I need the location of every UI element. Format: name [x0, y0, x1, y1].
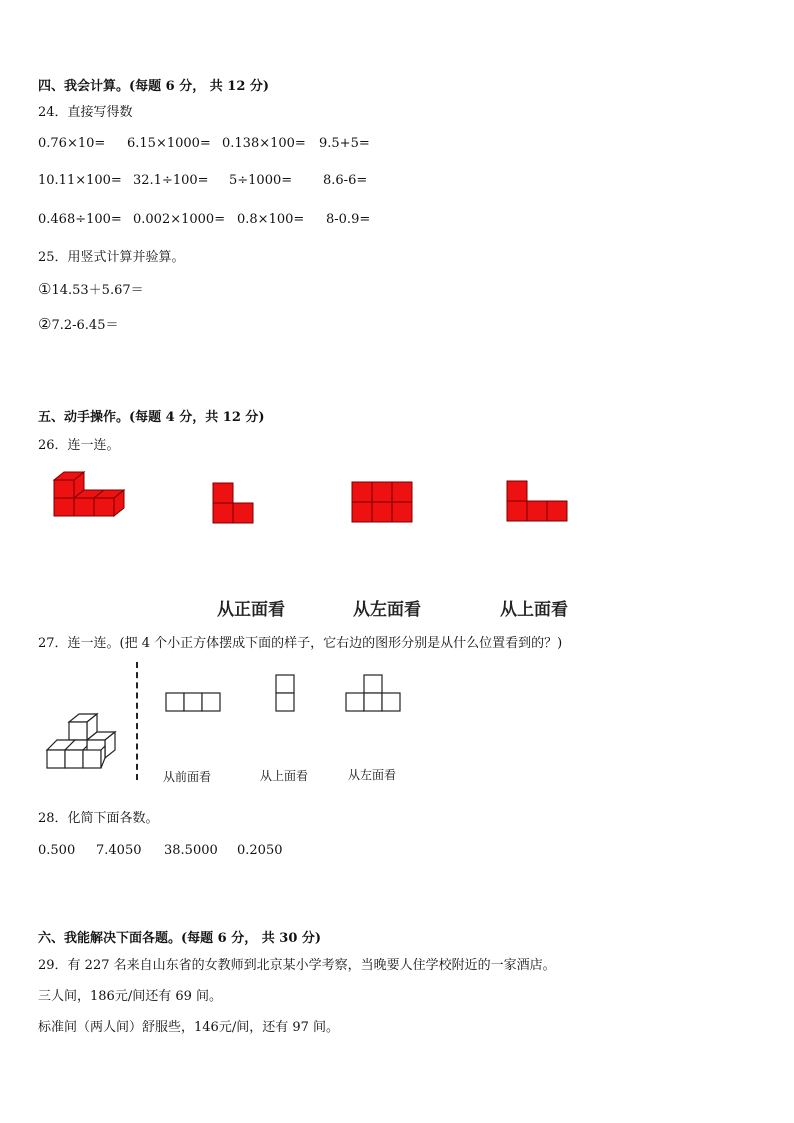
q26-shape-l-small	[212, 482, 262, 532]
view-label-front: 从正面看	[217, 600, 285, 620]
q29-line: 标准间（两人间）舒服些，146元/间，还有 97 间。	[38, 1020, 339, 1035]
calc-item: 5÷1000=	[229, 173, 293, 188]
q27-label: 27．连一连。(把 4 个小正方体摆成下面的样子，它右边的图形分别是从什么位置看到的？)	[38, 636, 563, 651]
section-6-title: 六、我能解决下面各题。(每题 6 分， 共 30 分)	[38, 931, 322, 946]
circled-number-2: ②	[38, 315, 52, 333]
calc-item: 8-0.9=	[326, 212, 371, 227]
calc-item: 0.76×10=	[38, 136, 106, 151]
q27-view-label-left: 从左面看	[348, 768, 397, 782]
q29-line: 三人间，186元/间还有 69 间。	[38, 989, 222, 1004]
q25-item-1: ①14.53＋5.67＝	[38, 280, 144, 298]
q26-label: 26．连一连。	[38, 438, 120, 453]
view-label-top: 从上面看	[500, 600, 568, 620]
q27-view-label-front: 从前面看	[163, 770, 212, 784]
circled-number-1: ①	[38, 280, 52, 298]
divider-dashed-line	[136, 662, 138, 780]
q27-view-three-row	[165, 692, 225, 714]
view-label-left: 从左面看	[353, 600, 421, 620]
calc-item: 9.5+5=	[319, 136, 370, 151]
calc-item: 10.11×100=	[38, 173, 122, 188]
q24-label: 24．直接写得数	[38, 105, 133, 120]
calc-item: 0.138×100=	[222, 136, 306, 151]
q28-number: 0.500	[38, 843, 76, 858]
section-5-title: 五、动手操作。(每题 4 分，共 12 分)	[38, 410, 265, 425]
q25-item-2: ②7.2-6.45＝	[38, 315, 119, 333]
q27-cube-figure	[44, 710, 134, 780]
calc-item: 6.15×1000=	[127, 136, 211, 151]
q29-label: 29．有 227 名来自山东省的女教师到北京某小学考察，当晚要人住学校附近的一家酒店。	[38, 958, 556, 973]
q28-number: 0.2050	[237, 843, 283, 858]
q27-view-t-shape	[345, 674, 405, 714]
q28-label: 28．化简下面各数。	[38, 811, 159, 826]
calc-item: 0.8×100=	[237, 212, 305, 227]
section-4-title: 四、我会计算。(每题 6 分， 共 12 分)	[38, 79, 270, 94]
q28-number: 38.5000	[164, 843, 218, 858]
calc-item: 32.1÷100=	[133, 173, 209, 188]
calc-item: 0.468÷100=	[38, 212, 122, 227]
q27-view-label-top: 从上面看	[260, 769, 309, 783]
q25-label: 25．用竖式计算并验算。	[38, 250, 185, 265]
q26-shape-rectangle	[351, 481, 421, 531]
q27-view-two-column	[275, 674, 297, 714]
calc-item: 8.6-6=	[323, 173, 368, 188]
q28-number: 7.4050	[96, 843, 142, 858]
calc-item: 0.002×1000=	[133, 212, 226, 227]
q26-shape-l-wide	[506, 480, 576, 530]
q26-block-figure	[45, 470, 135, 530]
